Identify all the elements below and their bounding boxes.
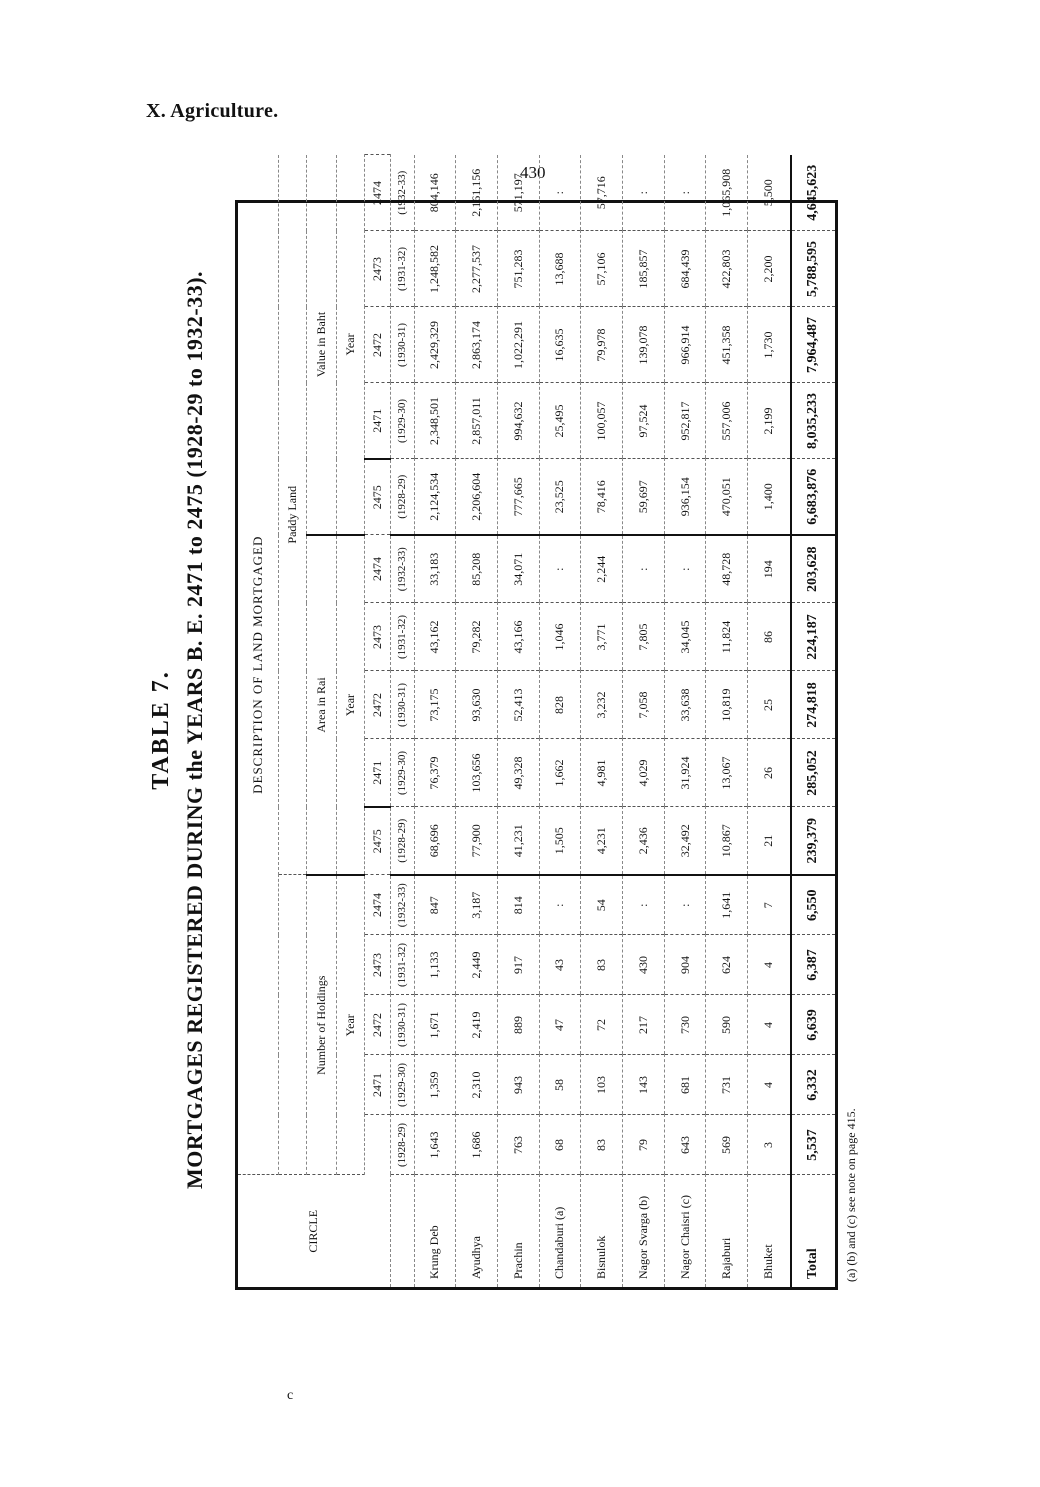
holdings-cell: :: [623, 875, 665, 935]
holdings-cell: 943: [497, 1055, 539, 1115]
year-range-cell: (1930-31): [390, 307, 414, 383]
circle-name: Prachin: [497, 1175, 539, 1287]
holdings-cell: 6,639: [791, 995, 835, 1055]
year-range-cell: (1930-31): [390, 995, 414, 1055]
year-cell: 2474: [364, 535, 390, 603]
area-cell: 25: [748, 671, 791, 739]
holdings-cell: 103: [581, 1055, 623, 1115]
table-row: [497, 155, 539, 1287]
circle-name: Ayudhya: [456, 1175, 498, 1287]
value-cell: 57,716: [581, 155, 623, 231]
footnote: (a) (b) and (c) see note on page 415.: [844, 1108, 858, 1282]
value-cell: 2,348,501: [414, 383, 456, 459]
value-cell: 804,146: [414, 155, 456, 231]
holdings-year-label: Year: [336, 875, 364, 1175]
area-cell: 4,029: [623, 739, 665, 807]
area-cell: :: [623, 535, 665, 603]
value-cell: 994,632: [497, 383, 539, 459]
value-cell: :: [539, 155, 581, 231]
table-row: [456, 155, 498, 1287]
area-cell: 31,924: [664, 739, 706, 807]
year-cell: 2471: [364, 1055, 390, 1115]
area-cell: 4,981: [581, 739, 623, 807]
holdings-cell: :: [539, 875, 581, 935]
value-cell: 422,803: [706, 231, 748, 307]
area-cell: :: [664, 535, 706, 603]
holdings-cell: 143: [623, 1055, 665, 1115]
holdings-cell: 2,310: [456, 1055, 498, 1115]
year-range-cell: (1932-33): [390, 535, 414, 603]
value-cell: 936,154: [664, 459, 706, 535]
year-cell: 2472: [364, 307, 390, 383]
table-title: MORTGAGES REGISTERED DURING the YEARS B. E. 2471 to 2475 (1928-29 to 1932-33).: [182, 270, 207, 1190]
area-cell: 68,696: [414, 807, 456, 875]
value-cell: :: [623, 155, 665, 231]
area-cell: 285,052: [791, 739, 835, 807]
year-range-row: [390, 155, 414, 1287]
holdings-header: Number of Holdings: [306, 875, 336, 1175]
area-cell: 203,628: [791, 535, 835, 603]
area-cell: 1,662: [539, 739, 581, 807]
value-cell: 777,665: [497, 459, 539, 535]
holdings-cell: 590: [706, 995, 748, 1055]
value-cell: 185,857: [623, 231, 665, 307]
area-cell: 13,067: [706, 739, 748, 807]
circle-header: CIRCLE: [238, 1175, 390, 1287]
year-cell: 2471: [364, 739, 390, 807]
year-cell: 2473: [364, 935, 390, 995]
value-cell: 2,863,174: [456, 307, 498, 383]
value-cell: 5,500: [748, 155, 791, 231]
value-cell: 16,635: [539, 307, 581, 383]
table-row: [623, 155, 665, 1287]
area-cell: :: [539, 535, 581, 603]
area-year-label: Year: [336, 535, 364, 875]
area-cell: 43,162: [414, 603, 456, 671]
area-cell: 41,231: [497, 807, 539, 875]
area-cell: 11,824: [706, 603, 748, 671]
year-range-cell: (1930-31): [390, 671, 414, 739]
area-cell: 32,492: [664, 807, 706, 875]
year-row: [364, 155, 390, 1287]
holdings-cell: 569: [706, 1115, 748, 1175]
year-cell: 2475: [364, 459, 390, 535]
area-cell: 3,232: [581, 671, 623, 739]
value-cell: 97,524: [623, 383, 665, 459]
value-cell: 139,078: [623, 307, 665, 383]
paddy-land-header: Paddy Land: [278, 155, 306, 875]
holdings-cell: 904: [664, 935, 706, 995]
area-cell: 224,187: [791, 603, 835, 671]
holdings-cell: 889: [497, 995, 539, 1055]
value-cell: 59,697: [623, 459, 665, 535]
holdings-cell: 3,187: [456, 875, 498, 935]
section-title: X. Agriculture.: [146, 100, 279, 122]
value-cell: 2,429,329: [414, 307, 456, 383]
value-year-label: Year: [336, 155, 364, 535]
value-cell: 751,283: [497, 231, 539, 307]
holdings-cell: 1,671: [414, 995, 456, 1055]
value-cell: 2,277,537: [456, 231, 498, 307]
rotated-table-page: [140, 130, 858, 1330]
holdings-cell: 2,419: [456, 995, 498, 1055]
table-body: [414, 155, 835, 1287]
holdings-cell: 624: [706, 935, 748, 995]
holdings-cell: 83: [581, 935, 623, 995]
area-cell: 86: [748, 603, 791, 671]
holdings-cell: 1,686: [456, 1115, 498, 1175]
holdings-cell: 6,332: [791, 1055, 835, 1115]
value-header: Value in Baht: [306, 155, 336, 535]
holdings-cell: :: [664, 875, 706, 935]
area-header: Area in Rai: [306, 535, 336, 875]
area-cell: 33,183: [414, 535, 456, 603]
area-cell: 4,231: [581, 807, 623, 875]
value-cell: 2,206,604: [456, 459, 498, 535]
area-cell: 7,058: [623, 671, 665, 739]
value-cell: 684,439: [664, 231, 706, 307]
holdings-cell: 4: [748, 1055, 791, 1115]
year-range-cell: (1931-32): [390, 603, 414, 671]
page-number: 430: [520, 163, 546, 182]
value-cell: 13,688: [539, 231, 581, 307]
circle-dots-cell: [390, 1175, 414, 1287]
holdings-cell: 43: [539, 935, 581, 995]
holdings-cell: 1,133: [414, 935, 456, 995]
holdings-cell: 814: [497, 875, 539, 935]
year-cell: 2472: [364, 671, 390, 739]
area-cell: 2,244: [581, 535, 623, 603]
area-cell: 7,805: [623, 603, 665, 671]
area-cell: 52,413: [497, 671, 539, 739]
holdings-cell: 1,643: [414, 1115, 456, 1175]
holdings-cell: 847: [414, 875, 456, 935]
holdings-cell: 7: [748, 875, 791, 935]
year-cell: 2472: [364, 995, 390, 1055]
area-cell: 10,819: [706, 671, 748, 739]
value-cell: 2,161,156: [456, 155, 498, 231]
holdings-cell: 763: [497, 1115, 539, 1175]
holdings-cell: 730: [664, 995, 706, 1055]
holdings-cell: 5,537: [791, 1115, 835, 1175]
year-cell: 2474: [364, 875, 390, 935]
holdings-cell: 83: [581, 1115, 623, 1175]
year-range-cell: (1928-29): [390, 459, 414, 535]
total-row: [791, 155, 835, 1287]
value-cell: 78,416: [581, 459, 623, 535]
holdings-cell: 4: [748, 935, 791, 995]
area-cell: 48,728: [706, 535, 748, 603]
area-cell: 10,867: [706, 807, 748, 875]
value-cell: :: [664, 155, 706, 231]
area-cell: 1,505: [539, 807, 581, 875]
year-range-cell: (1929-30): [390, 739, 414, 807]
year-range-cell: (1929-30): [390, 1055, 414, 1115]
area-cell: 26: [748, 739, 791, 807]
year-range-cell: (1931-32): [390, 935, 414, 995]
value-cell: 1,022,291: [497, 307, 539, 383]
table-row: [414, 155, 456, 1287]
year-range-cell: (1932-33): [390, 875, 414, 935]
value-cell: 952,817: [664, 383, 706, 459]
holdings-cell: 58: [539, 1055, 581, 1115]
circle-name: Total: [791, 1175, 835, 1287]
table-row: [748, 155, 791, 1287]
value-cell: 5,788,595: [791, 231, 835, 307]
value-cell: 2,124,534: [414, 459, 456, 535]
value-cell: 571,197: [497, 155, 539, 231]
area-cell: 33,638: [664, 671, 706, 739]
stray-mark: c: [287, 1388, 294, 1403]
area-cell: 239,379: [791, 807, 835, 875]
year-cell: 2473: [364, 603, 390, 671]
area-cell: 103,656: [456, 739, 498, 807]
circle-name: Nagor Chaisri (c): [664, 1175, 706, 1287]
circle-name: Rajaburi: [706, 1175, 748, 1287]
value-cell: 2,200: [748, 231, 791, 307]
value-cell: 2,199: [748, 383, 791, 459]
holdings-cell: 731: [706, 1055, 748, 1115]
area-cell: 49,328: [497, 739, 539, 807]
area-cell: 77,900: [456, 807, 498, 875]
value-cell: 8,035,233: [791, 383, 835, 459]
table-number: TABLE 7.: [148, 670, 174, 790]
table-row: [706, 155, 748, 1287]
holdings-cell: 54: [581, 875, 623, 935]
value-cell: 23,525: [539, 459, 581, 535]
holdings-cell: 917: [497, 935, 539, 995]
holdings-cell: 79: [623, 1115, 665, 1175]
holdings-cell: 217: [623, 995, 665, 1055]
holdings-cell: 3: [748, 1115, 791, 1175]
area-cell: 85,208: [456, 535, 498, 603]
holdings-cell: 2,449: [456, 935, 498, 995]
value-cell: 6,683,876: [791, 459, 835, 535]
area-cell: 274,818: [791, 671, 835, 739]
value-cell: 7,964,487: [791, 307, 835, 383]
value-cell: 470,051: [706, 459, 748, 535]
year-range-cell: (1928-29): [390, 807, 414, 875]
year-cell: 2474: [364, 155, 390, 231]
value-cell: 2,857,011: [456, 383, 498, 459]
value-cell: 1,400: [748, 459, 791, 535]
year-cell: 2473: [364, 231, 390, 307]
circle-name: Nagor Svarga (b): [623, 1175, 665, 1287]
holdings-cell: 47: [539, 995, 581, 1055]
year-range-cell: (1928-29): [390, 1115, 414, 1175]
area-cell: 34,071: [497, 535, 539, 603]
year-cell: 2475: [364, 807, 390, 875]
holdings-cell: 4: [748, 995, 791, 1055]
holdings-cell: 430: [623, 935, 665, 995]
area-cell: 76,379: [414, 739, 456, 807]
area-cell: 2,436: [623, 807, 665, 875]
holdings-cell: 1,359: [414, 1055, 456, 1115]
value-cell: 1,730: [748, 307, 791, 383]
year-cell: 2471: [364, 383, 390, 459]
value-cell: 4,645,623: [791, 155, 835, 231]
area-cell: 1,046: [539, 603, 581, 671]
area-cell: 828: [539, 671, 581, 739]
circle-name: Chandaburi (a): [539, 1175, 581, 1287]
area-cell: 34,045: [664, 603, 706, 671]
value-cell: 966,914: [664, 307, 706, 383]
holdings-cell: 68: [539, 1115, 581, 1175]
area-cell: 194: [748, 535, 791, 603]
circle-name: Krung Deb: [414, 1175, 456, 1287]
value-cell: 1,065,908: [706, 155, 748, 231]
table-row: [581, 155, 623, 1287]
holdings-cell: 72: [581, 995, 623, 1055]
table-row: [664, 155, 706, 1287]
area-cell: 93,630: [456, 671, 498, 739]
holdings-cell: 1,641: [706, 875, 748, 935]
area-cell: 73,175: [414, 671, 456, 739]
area-cell: 79,282: [456, 603, 498, 671]
value-cell: 100,057: [581, 383, 623, 459]
circle-name: Bhuket: [748, 1175, 791, 1287]
holdings-cell: 6,387: [791, 935, 835, 995]
mortgage-table: [235, 164, 838, 1290]
value-cell: 1,248,582: [414, 231, 456, 307]
holdings-cell: 681: [664, 1055, 706, 1115]
holdings-cell: 6,550: [791, 875, 835, 935]
area-cell: 3,771: [581, 603, 623, 671]
year-range-cell: (1929-30): [390, 383, 414, 459]
value-cell: 57,106: [581, 231, 623, 307]
year-range-cell: (1931-32): [390, 231, 414, 307]
value-cell: 25,495: [539, 383, 581, 459]
value-cell: 451,358: [706, 307, 748, 383]
area-cell: 21: [748, 807, 791, 875]
holdings-cell: 643: [664, 1115, 706, 1175]
year-range-cell: (1932-33): [390, 155, 414, 231]
value-cell: 79,978: [581, 307, 623, 383]
table-row: [539, 155, 581, 1287]
circle-name: Bisnulok: [581, 1175, 623, 1287]
area-cell: 43,166: [497, 603, 539, 671]
value-cell: 557,006: [706, 383, 748, 459]
description-header: DESCRIPTION OF LAND MORTGAGED: [238, 155, 278, 1175]
year-row-blank: [364, 1115, 390, 1175]
